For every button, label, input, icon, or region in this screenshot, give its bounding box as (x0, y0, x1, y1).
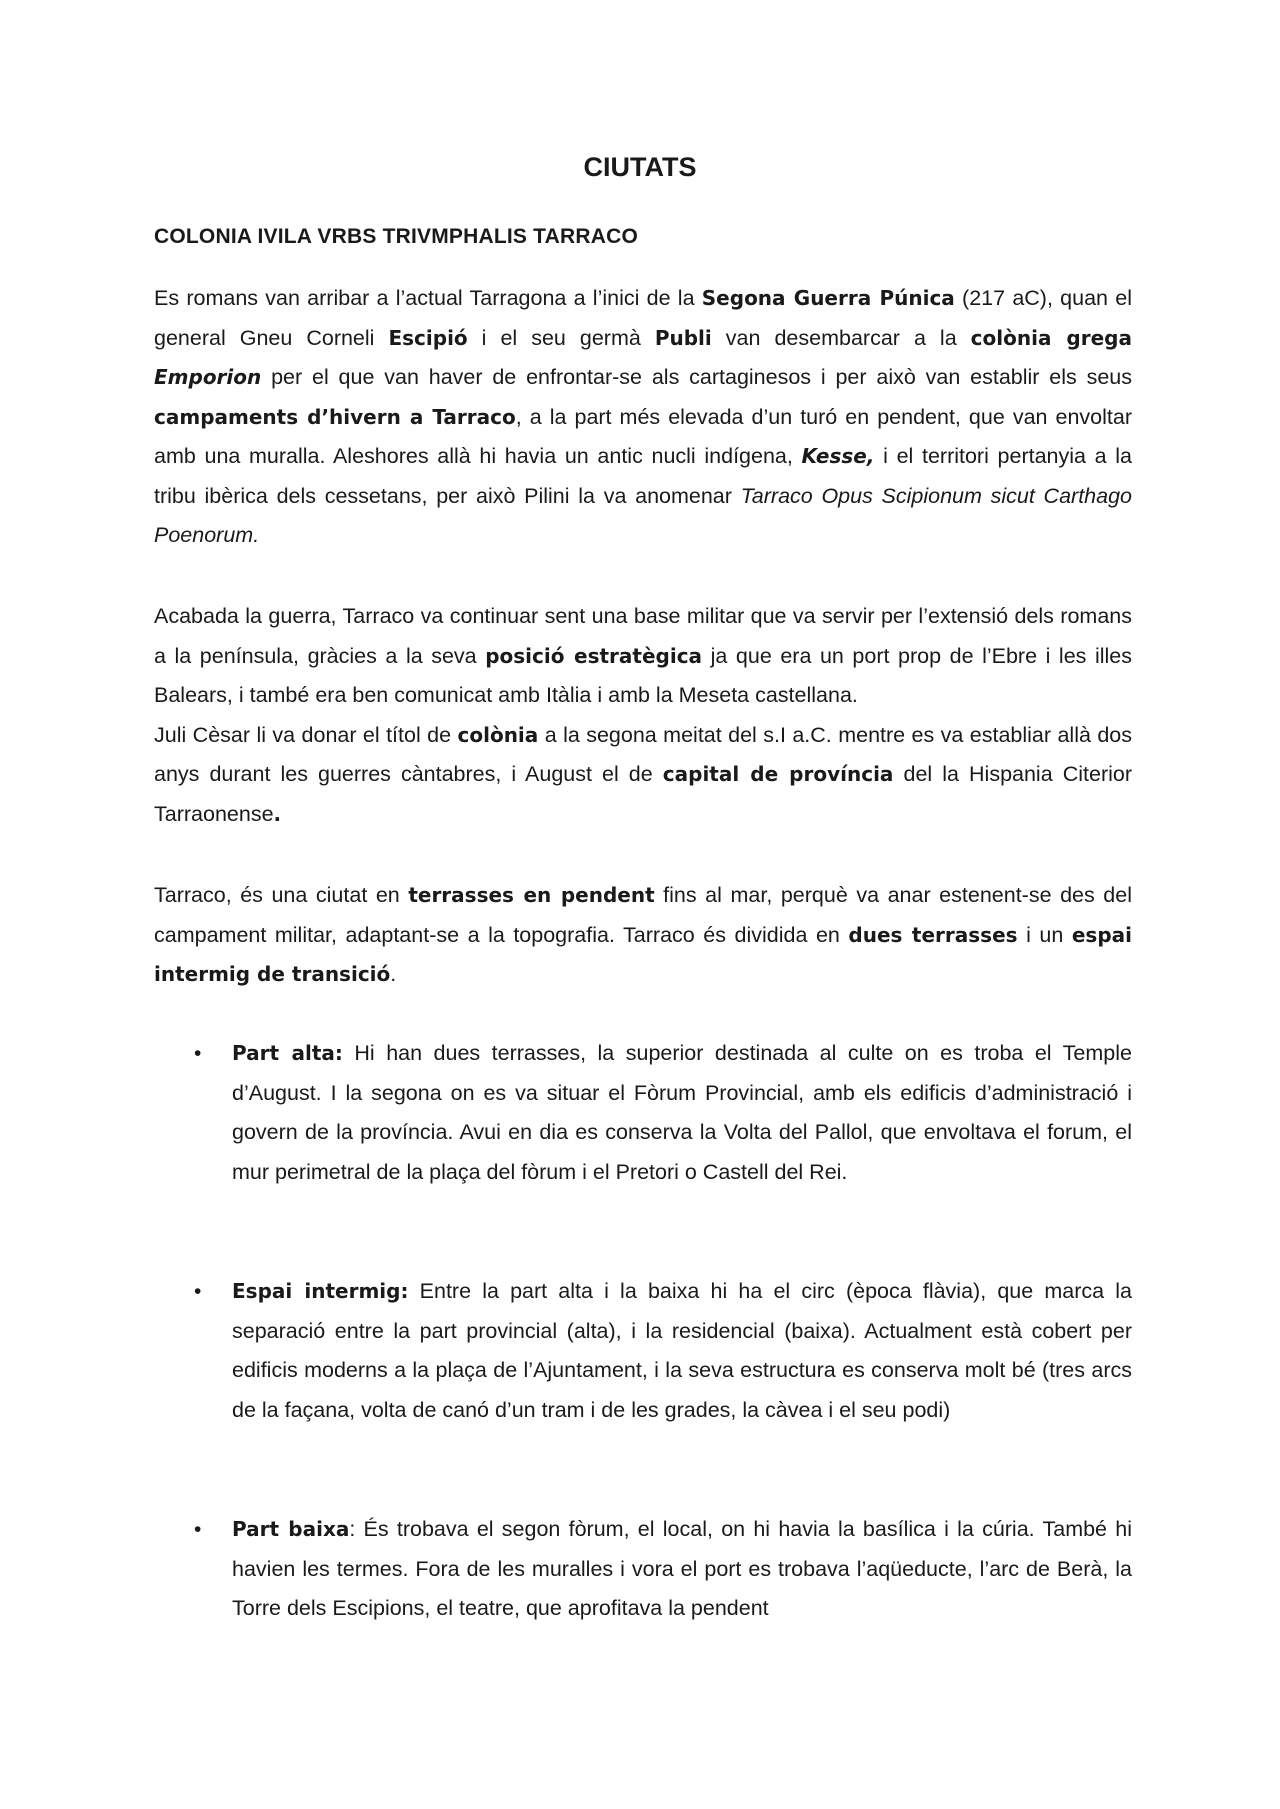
text-run: (217 aC), quan el general Gneu Corneli (154, 286, 1132, 350)
bold-italic-text: Emporion (154, 365, 262, 389)
bullet-marker: • (194, 1042, 202, 1065)
list-item-text: : És trobava el segon fòrum, el local, on hi havia la basílica i la cúria. També hi havien les termes. Fora de les muralles i vora el port es trobava l’aqüeducte, l’arc de Berà, la Torre dels Escipions, el teatre, que aprofitava la pendent (232, 1517, 1132, 1620)
text-run: per el que van haver de enfrontar-se als cartaginesos i per això van establir els seus (261, 365, 1132, 389)
text-run: del la Hispania Citerior Tarraonense (154, 762, 1133, 826)
text-run: Juli Cèsar li va donar el títol de (154, 722, 458, 747)
bullet-marker: • (194, 1280, 202, 1303)
bold-text: terrasses en pendent (408, 883, 655, 907)
paragraph-intro (154, 279, 1132, 556)
italic-text: Tarraco Opus Scipionum sicut Carthago Poenorum. (154, 483, 1132, 547)
text-run: i el seu germà (467, 325, 655, 350)
page-title: CIUTATS (583, 152, 697, 182)
bold-text: posició estratègica (485, 643, 703, 668)
text-run: , a la part més elevada d’un turó en pendent, que van envoltar amb una muralla. Aleshores allà hi havia un antic nucli indígena, (154, 404, 1132, 468)
text-run: fins al mar, perquè va anar estenent-se des del campament militar, adaptant-se a la topografia. Tarraco és dividida en (154, 883, 1132, 947)
list-item-text: Hi han dues terrasses, la superior destinada al culte on es troba el Temple d’August. I la segona on es va situar el Fòrum Provincial, amb els edificis d’administració i govern de la província. Avui en dia es conserva la Volta del Pallol, que envoltava el forum, el mur perimetral de la plaça del fòrum i el Pretori o Castell del Rei. (232, 1041, 1132, 1184)
list-item-espai-intermig (232, 1272, 1132, 1430)
bold-text: dues terrasses (848, 922, 1018, 947)
bold-text: Escipió (388, 325, 468, 350)
bullet-marker: • (194, 1518, 202, 1541)
paragraph-war (154, 597, 1132, 834)
list-item-label: Part alta: (232, 1041, 343, 1065)
bold-text: Segona Guerra Púnica (701, 286, 955, 310)
bold-text: colònia grega (970, 325, 1132, 350)
bold-text: campaments d’hivern a Tarraco (154, 404, 516, 429)
paragraph-terraces (154, 876, 1132, 995)
text-run: . (390, 962, 397, 986)
text-run: i un (1017, 922, 1072, 947)
list-item-label: Part baixa (232, 1517, 350, 1541)
bold-italic-text: Kesse, (801, 444, 875, 468)
bold-text: Publi (654, 325, 712, 350)
text-run: ja que era un port prop de l’Ebre i les illes Balears, i també era ben comunicat amb Itàlia i amb la Meseta castellana. (154, 643, 1133, 707)
bold-text: capital de província (662, 762, 894, 786)
text-run: Acabada la guerra, Tarraco va continuar sent una base militar que va servir per l’extensió dels romans a la península, gràcies a la seva (154, 604, 1132, 668)
text-run: van desembarcar a la (711, 325, 971, 350)
bold-text: espai intermig de transició (154, 922, 1132, 986)
bold-text: . (273, 801, 282, 826)
text-run: Tarraco, és una ciutat en (154, 883, 409, 907)
text-run: a la segona meitat del s.I a.C. mentre es va establiar allà dos anys durant les guerres càntabres, i August el de (154, 722, 1133, 786)
list-item-text: Entre la part alta i la baixa hi ha el circ (època flàvia), que marca la separació entre la part provincial (alta), i la residencial (baixa). Actualment està cobert per edificis moderns a la plaça de l’Ajuntament, i la seva estructura es conserva molt bé (tres arcs de la façana, volta de canó d’un tram i de les grades, la càvea i el seu podi) (232, 1279, 1132, 1422)
text-run: Es romans van arribar a l’actual Tarragona a l’inici de la (154, 286, 702, 310)
list-item-part-alta (232, 1034, 1132, 1192)
list-item-part-baixa (232, 1510, 1132, 1629)
section-heading: COLONIA IVILA VRBS TRIVMPHALIS TARRACO (154, 225, 638, 248)
bold-text: colònia (457, 722, 539, 747)
list-item-label: Espai intermig: (232, 1279, 409, 1303)
text-run: i el territori pertanyia a la tribu ibèrica dels cessetans, per això Pilini la va anomenar (154, 444, 1132, 508)
